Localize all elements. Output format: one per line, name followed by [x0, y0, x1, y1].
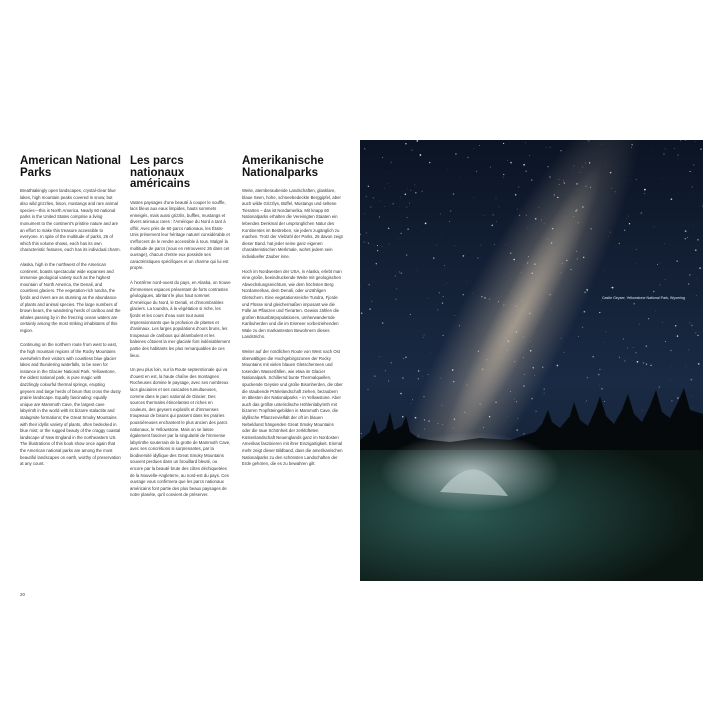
- star: [492, 225, 494, 227]
- star: [503, 174, 504, 175]
- star: [517, 209, 518, 210]
- star: [659, 387, 660, 388]
- star: [693, 225, 694, 226]
- star: [405, 143, 406, 144]
- star: [417, 270, 418, 271]
- star: [544, 393, 545, 394]
- paragraph: Vastes paysages d'une beauté à couper le souffle, lacs bleus aux eaux limpides, hauts sommets enneigés, mais aussi grizzlis, buffles, mustangs et divers animaux rares : l'Amérique du Nord a tant à offrir. Avec près de 60 parcs nationaux, les États-Unis préservent leur héritage naturel considérable et s'efforcent de le rendre accessible à tous. Malgré la multitude de parcs (nous en retrouverez 26 dans cet ouvrage), chacun d'entre eux possède ses caractéristiques spécifiques et un charme qui lui est propre.: [130, 199, 230, 271]
- star: [368, 243, 369, 244]
- star: [644, 189, 646, 191]
- star: [696, 295, 697, 296]
- paragraph: Hoch im Nordwesten der USA, in Alaska, erlebt man eine große, beeindruckende Weite mit geologischen Abwechslungsreichtum, wie dem höchsten Berg Nordamerikas, dem Denali, oder unzähligen Gletschern. Eine vegetationsreiche Tundra, Fjorde und Flüsse sind gleichermaßen imposant wie die Fülle an Pflanzen und Tierarten. Gewiss zählen die großen Braunbärpopulationen, umherwandernde Karibuherden und die im Eismeer vorbeiziehenden Wale zu den markantesten Bewohnern dieses Landstrichs.: [242, 268, 342, 340]
- star: [623, 338, 624, 339]
- star: [413, 319, 414, 320]
- star: [447, 282, 448, 283]
- star: [619, 357, 620, 358]
- star: [453, 193, 455, 195]
- star: [369, 308, 370, 309]
- star: [377, 245, 378, 246]
- star: [420, 154, 422, 156]
- star: [443, 296, 444, 297]
- star: [584, 311, 586, 313]
- star: [388, 381, 389, 382]
- star: [474, 197, 475, 198]
- star: [657, 264, 658, 265]
- star: [671, 380, 672, 381]
- star: [460, 177, 461, 178]
- star: [449, 221, 450, 222]
- star: [392, 203, 394, 205]
- star: [483, 215, 484, 216]
- star: [442, 302, 443, 303]
- star: [395, 298, 397, 300]
- star: [410, 314, 411, 315]
- star: [409, 203, 410, 204]
- star: [443, 335, 444, 336]
- star: [471, 281, 472, 282]
- star: [604, 271, 605, 272]
- star: [671, 198, 673, 200]
- star: [374, 375, 376, 377]
- paragraph: Un peu plus loin, sur la Route septentrionale qui va d'ouest en est, la haute chaîne des montagnes Rocheuses domine le paysage, avec ses nombreux lacs glaciaires et ses cascades tumultueuses, comme dans le parc national de Glacier. Des sources thermales étincelantes et riches en couleurs, des geysers explosifs et d'immenses troupeaux de bisons qui passent dans les prairies poussiéreuses enchantent le plus ancien des parcs nationaux, le Yellowstone. Mais on se laisse également fasciner par la singularité de l'immense labyrinthe souterrain de la grotte de Mammoth Cave, avec ses concrétions si surprenantes, par la biodiversité idyllique des Great Smoky Mountains souvent perdues dans un brouillard bleuté, ou encore par la beauté brute des côtes déchiquetées de la Nouvelle-Angleterre, au nord-est du pays. Ces ouvrage vous confirmera que les parcs nationaux américains font partie des plus beaux paysages de notre planète, qu'il convient de préserver.: [130, 367, 231, 498]
- star: [370, 206, 372, 208]
- star: [702, 206, 703, 207]
- night-sky-photo: [360, 140, 703, 581]
- star: [636, 249, 637, 250]
- star: [643, 362, 644, 363]
- star: [423, 337, 424, 338]
- star: [382, 246, 383, 247]
- star: [463, 294, 464, 295]
- star: [405, 194, 407, 196]
- star: [376, 263, 377, 264]
- star: [476, 171, 477, 172]
- star: [389, 244, 390, 245]
- star: [543, 388, 545, 390]
- star: [424, 336, 425, 337]
- star: [606, 331, 607, 332]
- star: [587, 377, 588, 378]
- star: [400, 197, 401, 198]
- star: [586, 401, 587, 402]
- star: [428, 298, 429, 299]
- paragraph: Continuing on the northern route from west to east, the high mountain regions of the Rocky Mountains overwhelm their visitors with countless blue glacier lakes and thundering waterfalls, to be seen for instance in the Glacier National Park. Yellowstone, the oldest national park, is pure magic with dazzlingly colourful thermal springs, erupting geysers and large herds of bison that cross the dusty prairie landscape. Equally fascinating: equally unique are Mammoth Cave, the largest cave labyrinth in the world with its bizarre stalactite and stalagmite formations; the Great Smoky Mountains with their idyllic variety of plants, often bedecked in blue mist; or the rugged beauty of the craggy coastal landscape of New England in the northeastern US. The illustrations of this book show once again that the American national parks are among the most beautiful landscapes on earth, worthy of preservation at any count.: [20, 342, 121, 467]
- star: [463, 255, 465, 257]
- star: [633, 347, 634, 348]
- star: [685, 140, 686, 141]
- star: [635, 263, 636, 264]
- star: [695, 250, 696, 251]
- column-title-german: Amerikanische Nationalparks: [242, 155, 324, 179]
- column-english: [20, 156, 121, 476]
- star: [642, 411, 643, 412]
- star: [438, 292, 440, 294]
- star: [450, 210, 451, 211]
- star: [648, 318, 649, 319]
- star: [585, 402, 586, 403]
- star: [366, 242, 367, 243]
- star: [379, 356, 380, 357]
- star: [384, 206, 385, 207]
- star: [444, 265, 445, 266]
- star: [430, 352, 431, 353]
- star: [685, 238, 686, 239]
- star: [411, 150, 412, 151]
- column-title-french: Les parcs nationaux américains: [130, 155, 191, 190]
- star: [418, 378, 419, 379]
- star: [498, 207, 499, 208]
- star: [405, 357, 406, 358]
- star: [557, 365, 559, 367]
- star: [550, 147, 551, 148]
- column-french: [130, 156, 231, 507]
- star: [467, 157, 468, 158]
- star: [418, 151, 419, 152]
- star: [655, 382, 656, 383]
- star: [690, 379, 692, 381]
- star: [382, 157, 383, 158]
- star: [466, 281, 467, 282]
- star: [368, 186, 369, 187]
- star: [529, 155, 530, 156]
- star: [660, 263, 661, 264]
- star: [440, 213, 441, 214]
- star: [377, 250, 378, 251]
- star: [611, 287, 612, 288]
- star: [653, 291, 655, 293]
- star: [401, 233, 402, 234]
- star: [626, 218, 627, 219]
- star: [477, 257, 478, 258]
- star: [407, 228, 408, 229]
- star: [523, 164, 525, 166]
- star: [688, 350, 689, 351]
- star: [665, 341, 666, 342]
- star: [677, 335, 678, 336]
- star: [396, 288, 397, 289]
- star: [640, 212, 642, 214]
- star: [411, 190, 412, 191]
- star: [619, 243, 620, 244]
- star: [525, 142, 526, 143]
- star: [674, 148, 675, 149]
- star: [592, 356, 594, 358]
- star: [697, 239, 699, 241]
- star: [541, 423, 542, 424]
- star: [386, 404, 387, 405]
- star: [507, 160, 508, 161]
- star: [503, 143, 504, 144]
- star: [693, 164, 695, 166]
- star: [406, 254, 408, 256]
- star: [624, 230, 625, 231]
- star: [697, 335, 698, 336]
- star: [662, 179, 663, 180]
- star: [672, 366, 673, 367]
- star: [680, 140, 681, 141]
- star: [417, 140, 419, 142]
- star: [399, 271, 400, 272]
- star: [546, 147, 547, 148]
- paragraph: Alaska, high in the northwest of the American continent, boasts spectacular wide expanses and immense geological variety such as the highest mountain of North America, the Denali, and countless glaciers. The vegetation-rich tundra, the fjords and rivers are as stunning as the abundance of plants and animal species. The large numbers of brown bears, the wandering herds of caribou and the whales passing by in the freezing ocean waters are certainly among the most striking inhabitants of this region.: [20, 261, 121, 333]
- star: [644, 193, 645, 194]
- star: [361, 433, 362, 434]
- star: [692, 408, 693, 409]
- star: [385, 370, 386, 371]
- star: [677, 154, 678, 155]
- star: [454, 245, 455, 246]
- star: [599, 312, 600, 313]
- photo-illustration: [360, 140, 703, 581]
- star: [445, 285, 446, 286]
- star: [515, 194, 517, 196]
- star: [578, 336, 579, 337]
- star: [510, 162, 512, 164]
- star: [494, 244, 495, 245]
- star: [665, 279, 666, 280]
- star: [637, 361, 639, 363]
- star: [688, 283, 690, 285]
- star: [366, 232, 367, 233]
- star: [599, 385, 600, 386]
- star: [599, 369, 600, 370]
- star: [612, 287, 614, 289]
- star: [685, 230, 687, 232]
- paragraph: Weite, atemberaubende Landschaften, glasklare, blaue Seen, hohe, schneebedeckte Berggipfel, aber auch wilde Grizzlys, Büffel, Mustangs und seltene Tierarten – das ist Nordamerika. Mit knapp 60 Nationalparks erhalten die Vereinigten Staaten ein lebendes Denkmal der ursprünglichen Natur des Kontinentes im Bestreben, sie jedem zugänglich zu machen. Trotz der Vielzahl der Parks, 26 davon zeigt dieser Band, hat jeder seine ganz eigenen charakteristischen Merkmale, wohnt jedem sein individueller Zauber inne.: [242, 188, 343, 259]
- star: [395, 275, 396, 276]
- star: [496, 221, 497, 222]
- star: [418, 370, 419, 371]
- star: [368, 389, 369, 390]
- star: [628, 216, 629, 217]
- star: [368, 284, 370, 286]
- star: [440, 234, 441, 235]
- star: [700, 148, 702, 150]
- star: [639, 324, 640, 325]
- star: [670, 350, 672, 352]
- star: [366, 196, 367, 197]
- column-german: [242, 156, 343, 476]
- star: [531, 179, 533, 181]
- star: [629, 223, 630, 224]
- star: [371, 301, 372, 302]
- star: [411, 403, 412, 404]
- star: [364, 213, 365, 214]
- star: [694, 193, 695, 194]
- star: [663, 153, 664, 154]
- star: [379, 216, 380, 217]
- star: [564, 352, 565, 353]
- star: [692, 186, 693, 187]
- star: [388, 228, 390, 230]
- star: [646, 364, 647, 365]
- star: [382, 322, 384, 324]
- star: [655, 311, 656, 312]
- star: [493, 214, 494, 215]
- star: [415, 192, 417, 194]
- star: [691, 325, 692, 326]
- star: [646, 345, 647, 346]
- star: [403, 358, 405, 360]
- star: [421, 190, 423, 192]
- photo-caption: Castle Geyser, Yellowstone National Park, Wyoming: [601, 296, 685, 300]
- star: [401, 272, 403, 274]
- star: [361, 313, 362, 314]
- star: [636, 179, 637, 180]
- star: [384, 188, 385, 189]
- star: [601, 301, 602, 302]
- star: [677, 397, 678, 398]
- star: [698, 363, 700, 365]
- star: [666, 310, 667, 311]
- star: [364, 148, 365, 149]
- star: [414, 184, 415, 185]
- paragraph: Weiter auf der nördlichen Route von West nach Ost überwältigen die Hochgebirgszonen der Rocky Mountains mit vielen blauen Gletscherseen und tosenden Wasserfällen, wie etwa im Glacier Nationalpark. Schillernd bunte Thermalquellen, spuckende Geysire und große Bisonherden, die über die staubende Prärielandschaft ziehen, bezaubern im ältesten der Nationalparks – in Yellowstone. Aber auch das größte unterirdische Höhlenlabyrinth mit bizarren Tropfsteingebilden in Mammoth Cave, die idyllische Pflanzenvielfalt der oft im blauen Nebeldunst hängenden Great Smoky Mountains oder die raue Schönheit der zerklüfteten Küstenlandschaft Neuenglands ganz im Nordosten Amerikas faszinieren mit ihrer Einzigartigkeit. Einmal mehr zeigt dieser Bildband, dass die amerikanischen Nationalparks zu den schönsten Landschaften der Erde gehören, die es zu bewahren gilt.: [242, 349, 343, 467]
- star: [582, 327, 584, 329]
- star: [433, 257, 434, 258]
- star: [523, 433, 525, 435]
- star: [455, 315, 456, 316]
- star: [398, 238, 399, 239]
- star: [408, 189, 409, 190]
- star: [686, 367, 687, 368]
- star: [455, 153, 456, 154]
- star: [400, 393, 402, 395]
- star: [689, 274, 691, 276]
- star: [480, 245, 481, 246]
- star: [671, 400, 672, 401]
- star: [425, 223, 427, 225]
- star: [604, 401, 605, 402]
- star: [635, 352, 636, 353]
- star: [390, 362, 391, 363]
- star: [696, 141, 697, 142]
- star: [503, 177, 504, 178]
- star: [598, 374, 600, 376]
- star: [402, 416, 403, 417]
- star: [633, 303, 635, 305]
- star: [390, 162, 392, 164]
- star: [516, 429, 518, 431]
- column-title-english: American National Parks: [20, 155, 121, 179]
- star: [654, 227, 655, 228]
- star: [407, 217, 408, 218]
- star: [662, 322, 663, 323]
- star: [402, 377, 404, 379]
- star: [379, 200, 380, 201]
- star: [627, 348, 628, 349]
- star: [406, 207, 407, 208]
- star: [479, 145, 480, 146]
- star: [650, 365, 651, 366]
- star: [490, 167, 491, 168]
- star: [412, 399, 413, 400]
- star: [689, 322, 690, 323]
- star: [496, 198, 497, 199]
- star: [601, 388, 603, 390]
- star: [675, 325, 677, 327]
- star: [535, 411, 537, 413]
- star: [388, 183, 389, 184]
- star: [687, 237, 688, 238]
- star: [659, 284, 660, 285]
- star: [437, 309, 438, 310]
- star: [690, 171, 691, 172]
- page-number: 20: [20, 592, 26, 597]
- star: [373, 197, 375, 199]
- star: [624, 358, 625, 359]
- star: [363, 241, 364, 242]
- star: [695, 332, 696, 333]
- star: [676, 260, 678, 262]
- star: [699, 267, 701, 269]
- star: [624, 360, 625, 361]
- star: [526, 171, 527, 172]
- star: [664, 243, 665, 244]
- paragraph: Breathtakingly open landscapes, crystal-clear blue lakes, high mountain peaks covered in snow, but also wild grizzlies, bison, mustangs and rare animal species—this is North America. Nearly 60 national parks in the United States comprise a living monument to the continent's pristine nature and are an effort to make this treasure accessible to everyone. In spite of the multitude of parks, 26 of which this volume shows, each has its own characteristic features, each has its individual charm.: [20, 188, 121, 253]
- star: [665, 149, 666, 150]
- star: [518, 186, 519, 187]
- star: [429, 162, 431, 164]
- paragraph: À l'extrême nord-ouest du pays, en Alaska, on trouve d'immenses espaces présentant de forts contrastes géologiques, abritant le plus haut sommet d'Amérique du Nord, le Denali, et d'innombrables glaciers. La toundra, à la végétation si riche, les fjords et les cours d'eau sont tout aussi impressionnants que la profusion de plantes et d'animaux. Les larges populations d'ours bruns, les troupeaux de caribous qui déambulent et les baleines côtoient la mer glaciale font indéniablement partie des habitants les plus remarquables de ces lieux.: [130, 280, 231, 358]
- star: [425, 334, 426, 335]
- star: [386, 173, 387, 174]
- star: [399, 206, 400, 207]
- star: [436, 245, 437, 246]
